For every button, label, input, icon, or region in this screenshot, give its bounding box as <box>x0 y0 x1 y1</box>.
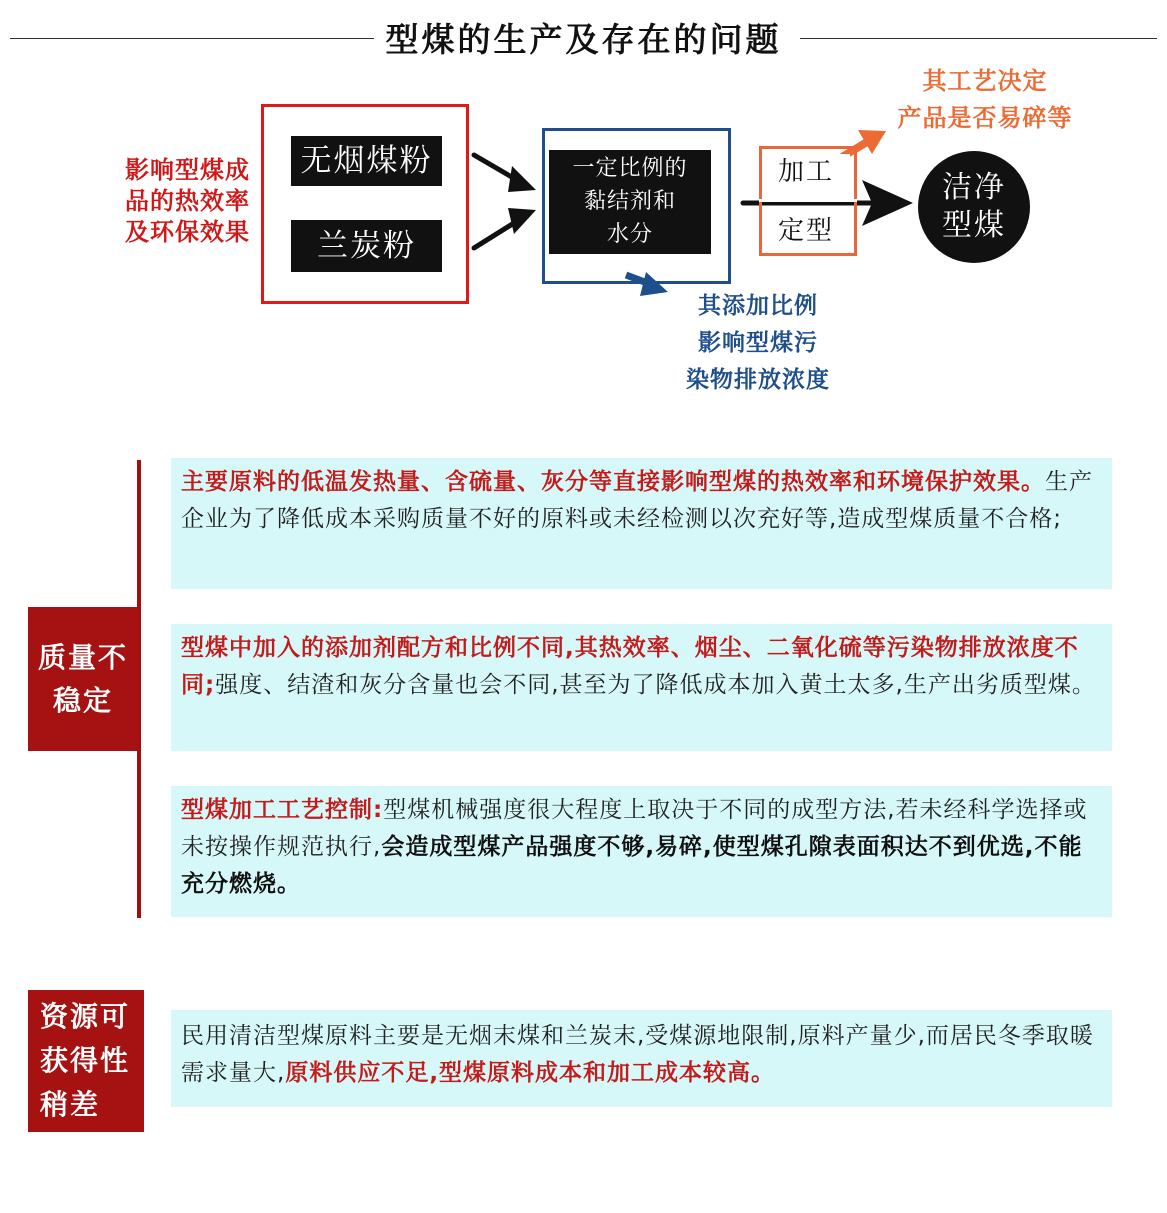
arrow-blue-head <box>640 272 668 296</box>
tag-quality-unstable: 质量不 稳定 <box>28 607 138 751</box>
page-title: 型煤的生产及存在的问题 <box>0 14 1167 61</box>
additive-label: 一定比例的 黏结剂和 水分 <box>549 150 711 254</box>
raw-material-anthracite: 无烟煤粉 <box>291 136 442 186</box>
process-divider <box>759 199 857 202</box>
card-resource-supply: 民用清洁型煤原料主要是无烟末煤和兰炭末,受煤源地限制,原料产量少,而居民冬季取暖需求量大,原料供应不足,型煤原料成本和加工成本较高。 <box>171 1010 1112 1107</box>
product-circle: 洁净 型煤 <box>918 151 1030 263</box>
additive-note: 其添加比例 影响型煤污 染物排放浓度 <box>686 293 830 393</box>
process-top-label: 加工 <box>762 154 850 190</box>
card-process-control: 型煤加工工艺控制:型煤机械强度很大程度上取决于不同的成型方法,若未经科学选择或未按操作规范执行,会造成型煤产品强度不够,易碎,使型煤孔隙表面积达不到优选,不能充分燃烧。 <box>171 786 1112 917</box>
tag-resource-availability: 资源可 获得性 稍差 <box>28 990 144 1132</box>
process-note: 其工艺决定 产品是否易碎等 <box>897 67 1073 132</box>
card-raw-material-quality: 主要原料的低温发热量、含硫量、灰分等直接影响型煤的热效率和环境保护效果。生产企业为了降低成本采购质量不好的原料或未经检测以次充好等,造成型煤质量不合格; <box>171 458 1112 589</box>
card-additive-ratio: 型煤中加入的添加剂配方和比例不同,其热效率、烟尘、二氧化硫等污染物排放浓度不同;强度、结渣和灰分含量也会不同,甚至为了降低成本加入黄土太多,生产出劣质型煤。 <box>171 624 1112 751</box>
arrow-semicoke-head <box>508 208 536 234</box>
raw-material-note: 影响型煤成 品的热效率 及环保效果 <box>125 156 250 246</box>
arrow-anthracite-head <box>508 166 536 192</box>
process-bottom-label: 定型 <box>762 213 850 249</box>
raw-material-semicoke: 兰炭粉 <box>291 220 442 272</box>
